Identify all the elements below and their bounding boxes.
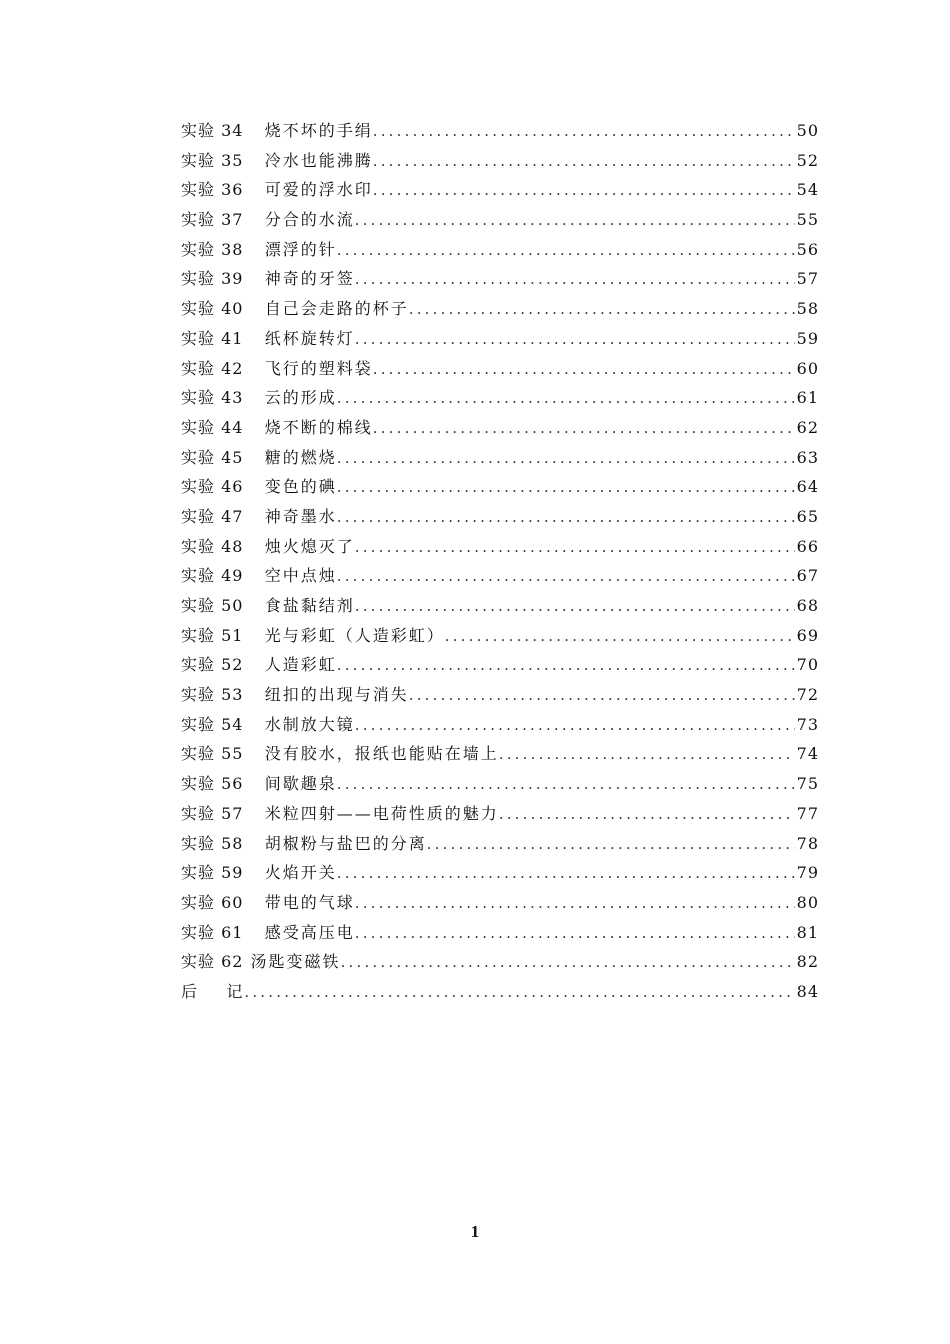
toc-dot-leader: [409, 300, 795, 318]
page-number: 1: [470, 1222, 480, 1241]
toc-entry-label: 实验 34: [181, 121, 244, 140]
toc-dot-leader: [337, 449, 795, 467]
toc-entry[interactable]: [181, 237, 819, 267]
toc-entry-title: 食盐黏结剂: [264, 596, 355, 615]
toc-entry-separator: [243, 121, 264, 140]
toc-entry-page: 50: [796, 121, 819, 140]
toc-dot-leader: [373, 122, 795, 140]
toc-dot-leader: [373, 152, 795, 170]
toc-entry-title: 分合的水流: [264, 210, 355, 230]
toc-entry-page: 68: [796, 596, 819, 615]
toc-entry-separator: [243, 477, 264, 496]
toc-entry-separator: [243, 685, 264, 704]
toc-entry-page: 82: [796, 952, 819, 972]
toc-dot-leader: [337, 241, 795, 259]
toc-entry-label: 实验 45: [181, 447, 244, 467]
toc-entry-separator: [243, 507, 264, 526]
toc-entry-title: 纽扣的出现与消失: [264, 685, 409, 705]
toc-dot-leader: [373, 419, 795, 437]
toc-entry-title: 神奇墨水: [264, 506, 337, 526]
toc-entry-title: 水制放大镜: [264, 714, 355, 734]
toc-entry[interactable]: [181, 534, 819, 564]
toc-entry[interactable]: [181, 623, 819, 653]
toc-entry-label: 实验 58: [181, 833, 244, 853]
toc-entry-page: 59: [796, 328, 819, 348]
toc-entry-page: 52: [796, 150, 819, 170]
toc-entry-separator: [243, 626, 264, 645]
toc-entry[interactable]: [181, 296, 819, 326]
toc-entry-separator: [243, 151, 264, 170]
toc-entry-title: 飞行的塑料袋: [264, 358, 373, 378]
toc-entry-label: 后: [181, 981, 199, 1001]
toc-entry[interactable]: [181, 445, 819, 475]
toc-entry[interactable]: [181, 979, 819, 1009]
toc-dot-leader: [337, 567, 795, 585]
toc-entry-separator: [243, 834, 264, 853]
toc-dot-leader: [355, 597, 795, 615]
toc-dot-leader: [337, 478, 795, 496]
toc-entry-label: 实验 48: [181, 536, 244, 556]
toc-entry[interactable]: [181, 148, 819, 178]
toc-dot-leader: [355, 924, 795, 942]
toc-entry-separator: [243, 715, 264, 734]
toc-entry-separator: [243, 596, 264, 615]
toc-entry[interactable]: [181, 949, 819, 979]
toc-entry-title: 云的形成: [264, 388, 337, 408]
toc-dot-leader: [337, 389, 795, 407]
toc-entry-separator: [243, 655, 264, 674]
toc-entry-title: 可爱的浮水印: [264, 180, 373, 200]
toc-entry-page: 67: [796, 566, 819, 586]
toc-dot-leader: [337, 775, 795, 793]
toc-entry-label: 实验 36: [181, 180, 244, 200]
toc-entry-label: 实验 40: [181, 299, 244, 319]
toc-entry-separator: [243, 180, 264, 199]
toc-entry-label: 实验 47: [181, 506, 244, 526]
toc-entry-label: 实验 43: [181, 388, 244, 408]
toc-dot-leader: [337, 508, 795, 526]
toc-entry-page: 66: [796, 536, 819, 556]
toc-entry-separator: [243, 299, 264, 318]
toc-entry-page: 77: [796, 803, 819, 823]
toc-entry-page: 81: [796, 922, 819, 942]
toc-dot-leader: [244, 983, 794, 1001]
toc-dot-leader: [445, 627, 795, 645]
toc-dot-leader: [355, 330, 795, 348]
toc-entry-title: 烧不坏的手绢: [264, 121, 373, 140]
toc-entry-title: 感受高压电: [264, 922, 355, 942]
toc-entry[interactable]: [181, 682, 819, 712]
toc-entry-separator: [243, 566, 264, 585]
toc-entry-separator: [243, 210, 264, 229]
toc-entry-separator: [243, 744, 264, 763]
toc-entry[interactable]: [181, 593, 819, 623]
toc-dot-leader: [337, 656, 795, 674]
toc-entry[interactable]: [181, 801, 819, 831]
toc-entry-label: 实验 59: [181, 863, 244, 883]
toc-entry[interactable]: [181, 207, 819, 237]
toc-entry-label: 实验 46: [181, 477, 244, 497]
toc-entry-label: 实验 53: [181, 685, 244, 705]
toc-entry[interactable]: [181, 860, 819, 890]
toc-entry-label: 实验 44: [181, 417, 244, 437]
toc-entry-title: 自己会走路的杯子: [264, 299, 409, 319]
toc-entry-title: 间歇趣泉: [264, 774, 337, 794]
toc-entry-label: 实验 49: [181, 566, 244, 586]
toc-entry-separator: [198, 982, 226, 1001]
toc-entry-page: 78: [796, 833, 819, 853]
toc-entry-page: 75: [796, 774, 819, 794]
toc-entry[interactable]: [181, 920, 819, 950]
toc-entry-separator: [243, 774, 264, 793]
toc-entry-separator: [243, 388, 264, 407]
toc-entry-title: 胡椒粉与盐巴的分离: [264, 833, 427, 853]
toc-entry-title: 神奇的牙签: [264, 269, 355, 289]
toc-entry-label: 实验 39: [181, 269, 244, 289]
toc-entry-title: 记: [226, 981, 245, 1001]
toc-entry-page: 84: [796, 981, 819, 1001]
toc-entry-label: 实验 62: [181, 952, 244, 972]
toc-entry-title: 空中点烛: [264, 566, 337, 586]
toc-entry-title: 汤匙变磁铁: [250, 952, 341, 972]
toc-entry-page: 74: [796, 744, 819, 764]
toc-entry-title: 光与彩虹（人造彩虹）: [264, 625, 445, 645]
toc-entry-page: 64: [796, 477, 819, 497]
toc-dot-leader: [373, 181, 795, 199]
toc-entry[interactable]: [181, 771, 819, 801]
toc-entry[interactable]: [181, 415, 819, 445]
toc-entry-separator: [243, 329, 264, 348]
toc-entry-page: 57: [796, 269, 819, 289]
toc-entry-title: 变色的碘: [264, 477, 337, 497]
toc-entry[interactable]: [181, 356, 819, 386]
toc-entry-page: 60: [796, 358, 819, 378]
toc-entry-page: 80: [796, 892, 819, 912]
toc-entry[interactable]: [181, 385, 819, 415]
toc-entry-label: 实验 35: [181, 150, 244, 170]
toc-entry[interactable]: [181, 326, 819, 356]
toc-entry-page: 69: [796, 625, 819, 645]
toc-entry[interactable]: [181, 652, 819, 682]
toc-entry-separator: [243, 269, 264, 288]
toc-entry-title: 纸杯旋转灯: [264, 328, 355, 348]
toc-entry-label: 实验 42: [181, 358, 244, 378]
toc-entry[interactable]: [181, 712, 819, 742]
toc-entry[interactable]: [181, 563, 819, 593]
toc-entry-separator: [243, 863, 264, 882]
toc-entry-separator: [243, 893, 264, 912]
toc-entry-page: 55: [796, 210, 819, 230]
toc-entry-separator: [243, 448, 264, 467]
table-of-contents: [181, 118, 819, 1009]
toc-entry-title: 没有胶水，报纸也能贴在墙上: [264, 744, 499, 764]
toc-entry-page: 63: [796, 447, 819, 467]
toc-dot-leader: [499, 745, 795, 763]
toc-dot-leader: [355, 538, 795, 556]
toc-entry[interactable]: [181, 504, 819, 534]
toc-dot-leader: [355, 716, 795, 734]
toc-dot-leader: [341, 953, 795, 971]
toc-entry-page: 58: [796, 299, 819, 319]
toc-entry-label: 实验 57: [181, 803, 244, 823]
toc-entry-label: 实验 52: [181, 655, 244, 675]
toc-entry-page: 79: [796, 863, 819, 883]
toc-dot-leader: [427, 835, 795, 853]
toc-entry-page: 56: [796, 239, 819, 259]
toc-entry-page: 54: [796, 180, 819, 200]
toc-entry-title: 米粒四射——电荷性质的魅力: [264, 803, 499, 823]
toc-entry-separator: [243, 923, 264, 942]
toc-entry-separator: [243, 537, 264, 556]
toc-entry[interactable]: [181, 890, 819, 920]
toc-entry[interactable]: [181, 741, 819, 771]
toc-entry-page: 62: [796, 417, 819, 437]
toc-entry-label: 实验 54: [181, 714, 244, 734]
toc-entry-separator: [243, 952, 250, 971]
toc-entry-separator: [243, 359, 264, 378]
toc-entry-separator: [243, 804, 264, 823]
toc-entry-title: 烧不断的棉线: [264, 417, 373, 437]
toc-entry-label: 实验 41: [181, 328, 244, 348]
toc-dot-leader: [355, 211, 795, 229]
toc-dot-leader: [409, 686, 795, 704]
toc-entry-page: 70: [796, 655, 819, 675]
toc-entry-label: 实验 37: [181, 210, 244, 230]
toc-entry-title: 漂浮的针: [264, 239, 337, 259]
toc-entry[interactable]: [181, 474, 819, 504]
toc-entry-separator: [243, 240, 264, 259]
toc-entry-title: 糖的燃烧: [264, 447, 337, 467]
toc-entry-label: 实验 61: [181, 922, 244, 942]
toc-dot-leader: [355, 270, 795, 288]
toc-entry-label: 实验 50: [181, 596, 244, 615]
toc-entry-title: 烛火熄灭了: [264, 536, 355, 556]
toc-entry-page: 73: [796, 714, 819, 734]
toc-entry-page: 65: [796, 506, 819, 526]
toc-entry-title: 冷水也能沸腾: [264, 150, 373, 170]
toc-entry-separator: [243, 418, 264, 437]
toc-entry[interactable]: [181, 831, 819, 861]
toc-entry-title: 人造彩虹: [264, 655, 337, 675]
toc-entry-label: 实验 51: [181, 625, 244, 645]
toc-dot-leader: [355, 894, 795, 912]
toc-dot-leader: [373, 360, 795, 378]
toc-entry[interactable]: [181, 266, 819, 296]
toc-entry-title: 带电的气球: [264, 892, 355, 912]
toc-entry-title: 火焰开关: [264, 863, 337, 883]
toc-entry-label: 实验 55: [181, 744, 244, 764]
toc-entry-label: 实验 60: [181, 892, 244, 912]
toc-dot-leader: [499, 805, 795, 823]
toc-dot-leader: [337, 864, 795, 882]
toc-entry-page: 72: [796, 685, 819, 705]
toc-entry-label: 实验 56: [181, 774, 244, 794]
toc-entry[interactable]: [181, 177, 819, 207]
toc-entry-label: 实验 38: [181, 239, 244, 259]
toc-entry[interactable]: [181, 118, 819, 148]
toc-entry-page: 61: [796, 388, 819, 408]
